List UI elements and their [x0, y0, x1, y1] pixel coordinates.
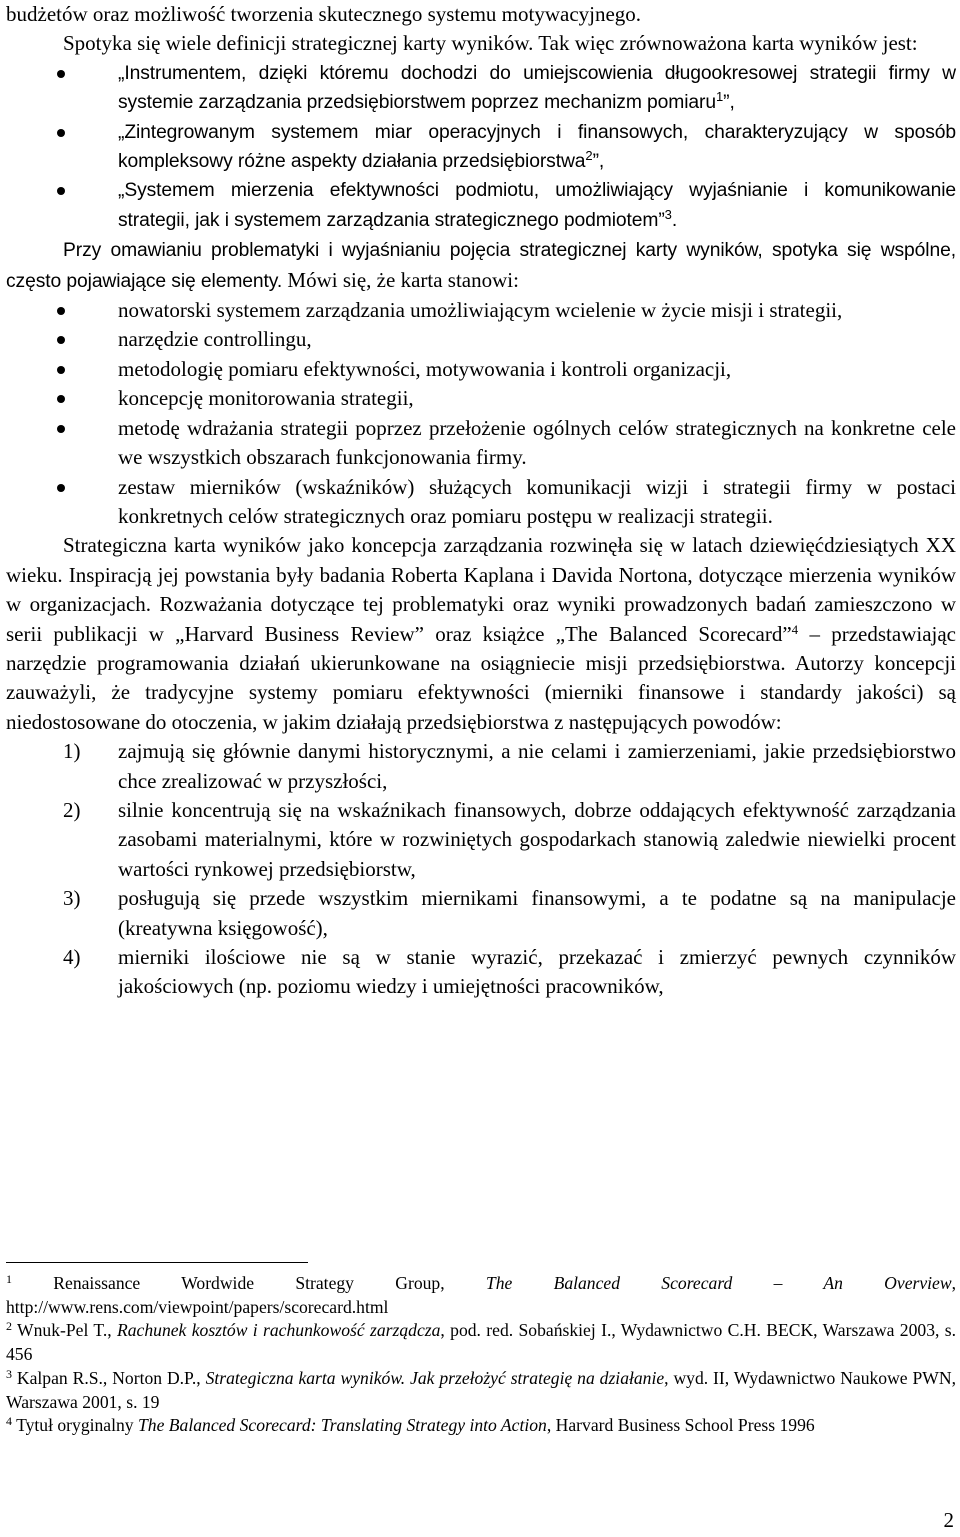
footnote-ref: 4 [791, 621, 799, 637]
list-number: 4) [63, 945, 81, 969]
list-item: zestaw mierników (wskaźników) służących komunikacji wizji i strategii firmy w postaci konkretnych celów strategicznych oraz pomiaru postępu w realizacji strategii. [6, 473, 956, 532]
footnote-ref: 1 [716, 89, 724, 105]
list-item: narzędzie controllingu, [6, 325, 956, 354]
footnote-3: $^3$ Kalpan R.S., Norton D.P., Strategiczna karta wyników. Jak przełożyć strategię na działanie, wyd. II, Wydawnictwo Naukowe PWN, Warszawa 2001, s. 19 [6, 1366, 957, 1412]
list-number: 2) [63, 797, 81, 822]
bullet-icon [57, 187, 65, 195]
footnote-1: $^1$ Renaissance Wordwide Strategy Group, The Balanced Scorecard – An Overview, http://www.rens.com/viewpoint/papers/scorecard.html [6, 1272, 957, 1317]
bullet-icon [57, 395, 65, 403]
bullet-icon [57, 366, 65, 374]
footnotes [6, 1272, 956, 1438]
list-item: nowatorski systemem zarządzania umożliwiającym wcielenie w życie misji i strategii, [6, 296, 956, 325]
list-item: „Zintegrowanym systemem miar operacyjnych i finansowych, charakteryzujący w sposób kompleksowy różne aspekty działania przedsiębiorstwa$^2$”, [6, 118, 956, 177]
list-item: 4) mierniki ilościowe nie są w stanie wyrazić, przekazać i zmierzyć pewnych czynników jakościowych (np. poziomu wiedzy i umiejętności pracowników, [63, 945, 956, 999]
card-features-list [6, 296, 956, 531]
list-item: metodologię pomiaru efektywności, motywowania i kontroli organizacji, [6, 355, 956, 384]
list-item: metodę wdrażania strategii poprzez przełożenie ogólnych celów strategicznych na konkretne cele we wszystkich obszarach funkcjonowania firmy. [6, 414, 956, 473]
footnote-4: $^4$ Tytuł oryginalny The Balanced Scorecard: Translating Strategy into Action, Harvard Business School Press 1996 [6, 1414, 815, 1436]
paragraph-definitions-lead: Spotyka się wiele definicji strategicznej karty wyników. Tak więc zrównoważona karta wyników jest: [63, 31, 918, 56]
list-item: 1) zajmują się głównie danymi historycznymi, a nie celami i zamierzeniami, jakie przedsiębiorstwo chce zrealizować w przyszłości, [63, 739, 956, 793]
list-number: 1) [63, 739, 81, 764]
bullet-icon [57, 129, 65, 137]
list-item: 3) posługują się przede wszystkim miernikami finansowymi, a te podatne są na manipulacje (kreatywna księgowość), [63, 886, 956, 940]
bullet-icon [57, 425, 65, 433]
footnote-2: $^2$ Wnuk-Pel T., Rachunek kosztów i rachunkowość zarządcza, pod. red. Sobańskiej I., Wydawnictwo C.H. BECK, Warszawa 2003, s. 456 [6, 1319, 956, 1365]
bullet-icon [57, 336, 65, 344]
list-item: „Systemem mierzenia efektywności podmiotu, umożliwiający wyjaśnianie i komunikowanie strategii, jak i systemem zarządzania strategicznego podmiotem”$^3$. [6, 176, 956, 235]
footnote-ref: 3 [664, 206, 672, 222]
paragraph-common-elements: Przy omawianiu problematyki i wyjaśnianiu pojęcia strategicznej karty wyników, spotyka się wspólne, często pojawiające się elementy. Mówi się, że karta stanowi: [6, 240, 956, 292]
list-item: 2) silnie koncentrują się na wskaźnikach finansowych, dobrze oddających efektywność zarządzania zasobami materialnymi, które w rozwiniętych gospodarkach stanowią zaledwie niewielki procent wartości rynkowej przedsiębiorstw, [63, 797, 956, 881]
list-item: „Instrumentem, dzięki któremu dochodzi do umiejscowienia długookresowej strategii firmy w systemie zarządzania przedsiębiorstwem poprzez mechanizm pomiaru$^1$”, [6, 59, 956, 118]
footnote-ref: 2 [585, 148, 593, 164]
reasons-list [6, 737, 956, 1002]
list-item: koncepcję monitorowania strategii, [6, 384, 956, 413]
footnote-divider [6, 1262, 308, 1263]
definitions-list [6, 59, 956, 235]
bullet-icon [57, 484, 65, 492]
body-text [6, 0, 956, 1002]
paragraph-history: Strategiczna karta wyników jako koncepcja zarządzania rozwinęła się w latach dziewięćdziesiątych XX wieku. Inspiracją jej powstania były badania Roberta Kaplana i Davida Nortona, dotyczące mierzenia wyników w organizacjach. Rozważania dotyczące tej problematyki oraz wyniki prowadzonych badań zamieszczono w serii publikacji w „Harvard Business Review” oraz książce „The Balanced Scorecard”$^4$ – przedstawiając narzędzie programowania działań ukierunkowane na osiągniecie misji przedsiębiorstwa. Autorzy koncepcji zauważyli, że tradycyjne systemy pomiaru efektywności (mierniki finansowe i standardy jakości) są niedostosowane do otoczenia, w jakim działają przedsiębiorstwa z następujących powodów: [6, 533, 956, 734]
page-number: 2 [943, 1508, 954, 1532]
list-number: 3) [63, 886, 81, 911]
paragraph-intro: budżetów oraz możliwość tworzenia skutecznego systemu motywacyjnego. [6, 2, 642, 26]
bullet-icon [57, 307, 65, 315]
bullet-icon [57, 70, 65, 78]
